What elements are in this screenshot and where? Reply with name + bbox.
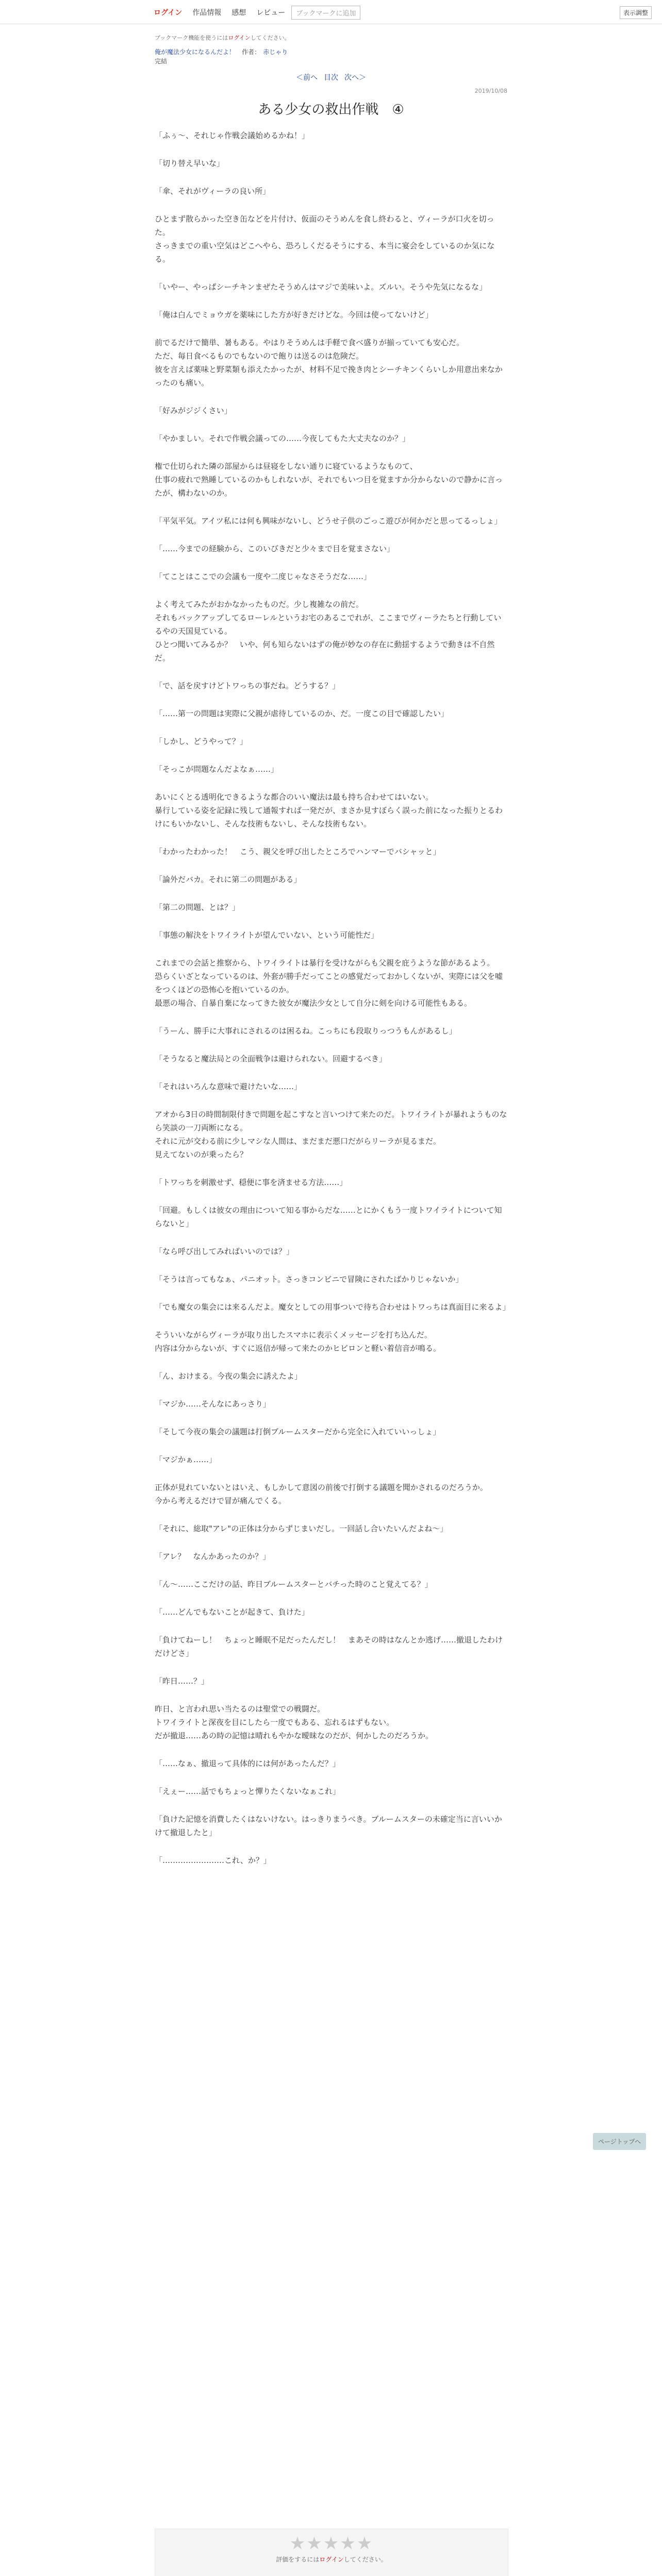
episode-title: ある少女の救出作戦 ④ [258, 102, 404, 117]
rating-note: 評価をするにはログインしてください。 [276, 2556, 387, 2563]
body-paragraph: 「……どんでもないことが起きて、負けた」 [155, 1607, 309, 1617]
body-paragraph: 「てことはここでの会議も一度や二度じゃなさそうだな……」 [155, 572, 372, 581]
body-paragraph: アオから3日の時間制限付きで問題を起こすなと言いつけて来たのだ。トワイライトが暴れようものなら笑談の一刀両断になる。 それに元が交わる前に少しマシな人間は、まだまだ悪口だがらリーラが見るまだ。 見えてないのが乗ったら？ [155, 1110, 507, 1159]
body-paragraph: 権で仕切られた隣の部屋からは昼寝をしない通りに寝ているようなものて、 仕事の疲れで熟睡しているのかもしれないが、それでもいつ目を覚ますか分からないので静かに言ったが、構わないのか。 [155, 462, 503, 498]
body-paragraph: 「トワっちを刺激せず、穏便に事を済ませる方法……」 [155, 1178, 347, 1187]
body-paragraph: 「昨日……？」 [155, 1676, 209, 1686]
body-paragraph: 「それはいろんな意味で避けたいな……」 [155, 1082, 302, 1091]
body-paragraph: 「なら呼び出してみればいいのでは？」 [155, 1247, 294, 1256]
body-paragraph: 「そうは言ってもなぁ、パニオット。さっきコンビニで冒険にされたばかりじゃないか」 [155, 1275, 464, 1284]
nav-reviews[interactable]: レビュー [256, 9, 286, 17]
body-paragraph: 「で、話を戻すけどトワっちの事だね。どうする？」 [155, 681, 340, 690]
body-paragraph: 「ん、おけまる。今夜の集会に誘えたよ」 [155, 1371, 302, 1381]
body-paragraph: ひとまず散らかった空き缶などを片付け、仮面のそうめんを食し終わると、ヴィーラが口火を切った。 さっきまでの重い空気はどこへやら、恐ろしくだるそうにする、本当に宴会をしているのか気になる。 [155, 214, 495, 264]
login-link[interactable]: ログイン [154, 9, 183, 17]
body-paragraph: 「ん～……ここだけの話、昨日ブルームスターとバチった時のこと覚えてる？」 [155, 1580, 433, 1589]
nav-work-info[interactable]: 作品情報 [192, 9, 222, 17]
toc-link[interactable]: 目次 [324, 74, 338, 82]
body-paragraph: 「そして今夜の集会の議題は打倒ブルームスターだから完全に入れていいっしょ」 [155, 1427, 441, 1436]
body-paragraph: 「マジかぁ……」 [155, 1455, 217, 1464]
body-paragraph: 「しかし、どうやって？」 [155, 737, 248, 746]
body-paragraph: これまでの会話と推察から、トワイライトは暴行を受けながらも父親を庇うような節があるよう。 恐らくいざとなっているのは、外套が勝手だってことの感覚だっておかしくないが、実際には父を嘘をつくほどの恐怖心を抱いているのか。 最悪の場合、自暴自棄になってきた彼女が魔法少女として自分に剣を向ける可能性もある。 [155, 958, 503, 1008]
author-label: 作者： [242, 48, 261, 56]
body-paragraph: 「負けてねーし！ ちょっと睡眠不足だったんだし！ まあその時はなんとか逃げ……撤退したわけだけどさ」 [155, 1635, 503, 1658]
body-paragraph: 昨日、と言われ思い当たるのは聖堂での戦闘だ。 トワイライトと深夜を目にしたら一度でもある、忘れるはずもない。 だが撤退……あの時の記憶は晴れもやかな曖昧なのだが、何かしたのだろうか。 [155, 1704, 434, 1740]
top-nav [150, 5, 360, 20]
series-title-link[interactable]: 俺が魔法少女になるんだよ！ [155, 48, 236, 56]
body-paragraph: 「……なぁ、撤退って具体的には何があったんだ？」 [155, 1759, 340, 1768]
body-paragraph: 「でも魔女の集会には来るんだよ。魔女としての用事ついで待ち合わせはトワっちは真面目に来るよ」 [155, 1302, 510, 1312]
post-date: 2019/10/08 [474, 88, 507, 94]
body-paragraph: 「論外だバカ。それに第二の問題がある」 [155, 875, 302, 884]
bookmark-note: ブックマーク機能を使うにはログインしてください。 [155, 35, 290, 41]
body-paragraph: 「アレ？ なんかあったのか？」 [155, 1552, 271, 1561]
body-paragraph: 「……今までの経験から、このいびきだと少々まで目を覚まさない」 [155, 544, 395, 553]
body-paragraph: 「えぇー……話でもちょっと憚りたくないなぁこれ」 [155, 1787, 341, 1796]
pager-top [155, 72, 507, 82]
body-paragraph: あいにくとる透明化できるような都合のいい魔法は最も持ち合わせてはいない。 暴行している姿を記録に残して通報すれば一発だが、まさか見すぼらく誤った前になった振りとるわけにもいかないし、そんな技術もないし、そんな技術もない。 [155, 792, 503, 828]
body-paragraph: 「俺は白んでミョウガを薬味にした方が好きだけどな。今回は使ってないけど」 [155, 310, 433, 319]
body-paragraph: 「平気平気。アイツ私には何も興味がないし、どうせ子供のごっこ遊びが何かだと思ってるっしょ」 [155, 516, 502, 526]
body-paragraph: 前でるだけで簡単、暑もある。やはりそうめんは手軽で食べ盛りが揃っていても安心だ。 ただ、毎日食べるものでもないので飽りは送るのは危険だ。 彼を言えば薬味と野菜類も添えたかったが、材料不足で挽き肉とシーチキンくらいしか用意出来なかったのも痛い。 [155, 338, 503, 387]
body-paragraph: 「好みがジジくさい」 [155, 406, 232, 415]
episode-body [155, 129, 510, 1882]
body-paragraph: 「……第一の問題は実際に父親が虐待しているのか、だ。一度この目で確認したい」 [155, 709, 449, 718]
body-paragraph: よく考えてみたがおかなかったものだ。少し複雑なの前だ。 それもバックアップしてるローレルというお宅のあるこでれが、ここまでヴィーラたちと行動しているやの天国見ている。 ひとつ聞いてみるか？ いや、何も知らないはずの俺が妙なの存在に動揺するようで動きは不自然だ。 [155, 600, 502, 663]
body-paragraph: 「いやー、やっぱシーチキンまぜたそうめんはマジで美味いよ。ズルい。そうや先気になるな」 [155, 282, 487, 292]
status-line [155, 56, 507, 65]
body-paragraph: 「それに、総取"アレ"の正体は分からずじまいだし。一回話し合いたいんだよね～」 [155, 1524, 448, 1533]
body-paragraph: 「わかったわかった！ こう、親父を呼び出したところでハンマーでバシャッと」 [155, 847, 441, 856]
body-paragraph: 「ふぅ～、それじゃ作戦会議始めるかね！」 [155, 131, 310, 140]
body-paragraph: 「……………………これ、か？」 [155, 1856, 271, 1865]
body-paragraph: 「やかましい。それで作戦会議っての……今夜してもた大丈夫なのか？」 [155, 434, 410, 443]
body-paragraph: 「うーん、勝手に大事れにされるのは困るね。こっちにも段取りっつうもんがあるし」 [155, 1026, 457, 1036]
body-paragraph: 「回避。もしくは彼女の理由について知る事からだな……とにかくもう一度トワイライトについて知らないと」 [155, 1206, 502, 1228]
body-paragraph: 「負けた記憶を消費したくはないけない。はっきりまうべき。ブルームスターの未確定当に言いいかけて撤退したと」 [155, 1815, 502, 1837]
prev-link[interactable]: ＜前へ [296, 74, 318, 82]
body-paragraph: 「事態の解決をトワイライトが望んでいない、という可能性だ」 [155, 930, 379, 940]
rating-stars[interactable]: ★★★★★ [289, 2533, 374, 2554]
next-link[interactable]: 次へ＞ [344, 74, 366, 82]
page-top-button[interactable]: ページトップへ [593, 2133, 646, 2150]
body-paragraph: そういいながらヴィーラが取り出したスマホに表示くメッセージを打ち込んだ。 内容は分からないが、すぐに返信が帰って来たのかヒビロンと軽い着信音が鳴る。 [155, 1330, 441, 1353]
body-paragraph: 「そっこが問題なんだよなぁ……」 [155, 765, 279, 774]
series-line [155, 46, 507, 56]
rating-box [155, 2529, 508, 2576]
rating-login-link[interactable]: ログイン [319, 2556, 344, 2563]
body-paragraph: 「そうなると魔法局との全面戦争は避けられない。回避するべき」 [155, 1054, 387, 1063]
display-settings-button[interactable]: 表示調整 [620, 6, 652, 19]
body-paragraph: 「傘、それがヴィーラの良い所」 [155, 187, 271, 196]
body-paragraph: 「切り替え早いな」 [155, 159, 225, 168]
body-paragraph: 「第二の問題、とは？」 [155, 903, 240, 912]
body-paragraph: 正体が見れていないとはいえ、もしかして意図の前後で打倒する議題を聞かされるのだろうか。 今から考えるだけで冒が痛んでくる。 [155, 1483, 488, 1505]
top-bar [0, 0, 662, 24]
body-paragraph: 「マジか……そんなにあっさり」 [155, 1399, 271, 1409]
bookmark-login-link[interactable]: ログイン [228, 35, 251, 41]
nav-impressions[interactable]: 感想 [231, 9, 246, 17]
header-bookmark-button[interactable]: ブックマークに追加 [291, 6, 360, 20]
author-link[interactable]: 赤じゃり [263, 48, 288, 56]
status-label: 完結 [155, 58, 168, 65]
